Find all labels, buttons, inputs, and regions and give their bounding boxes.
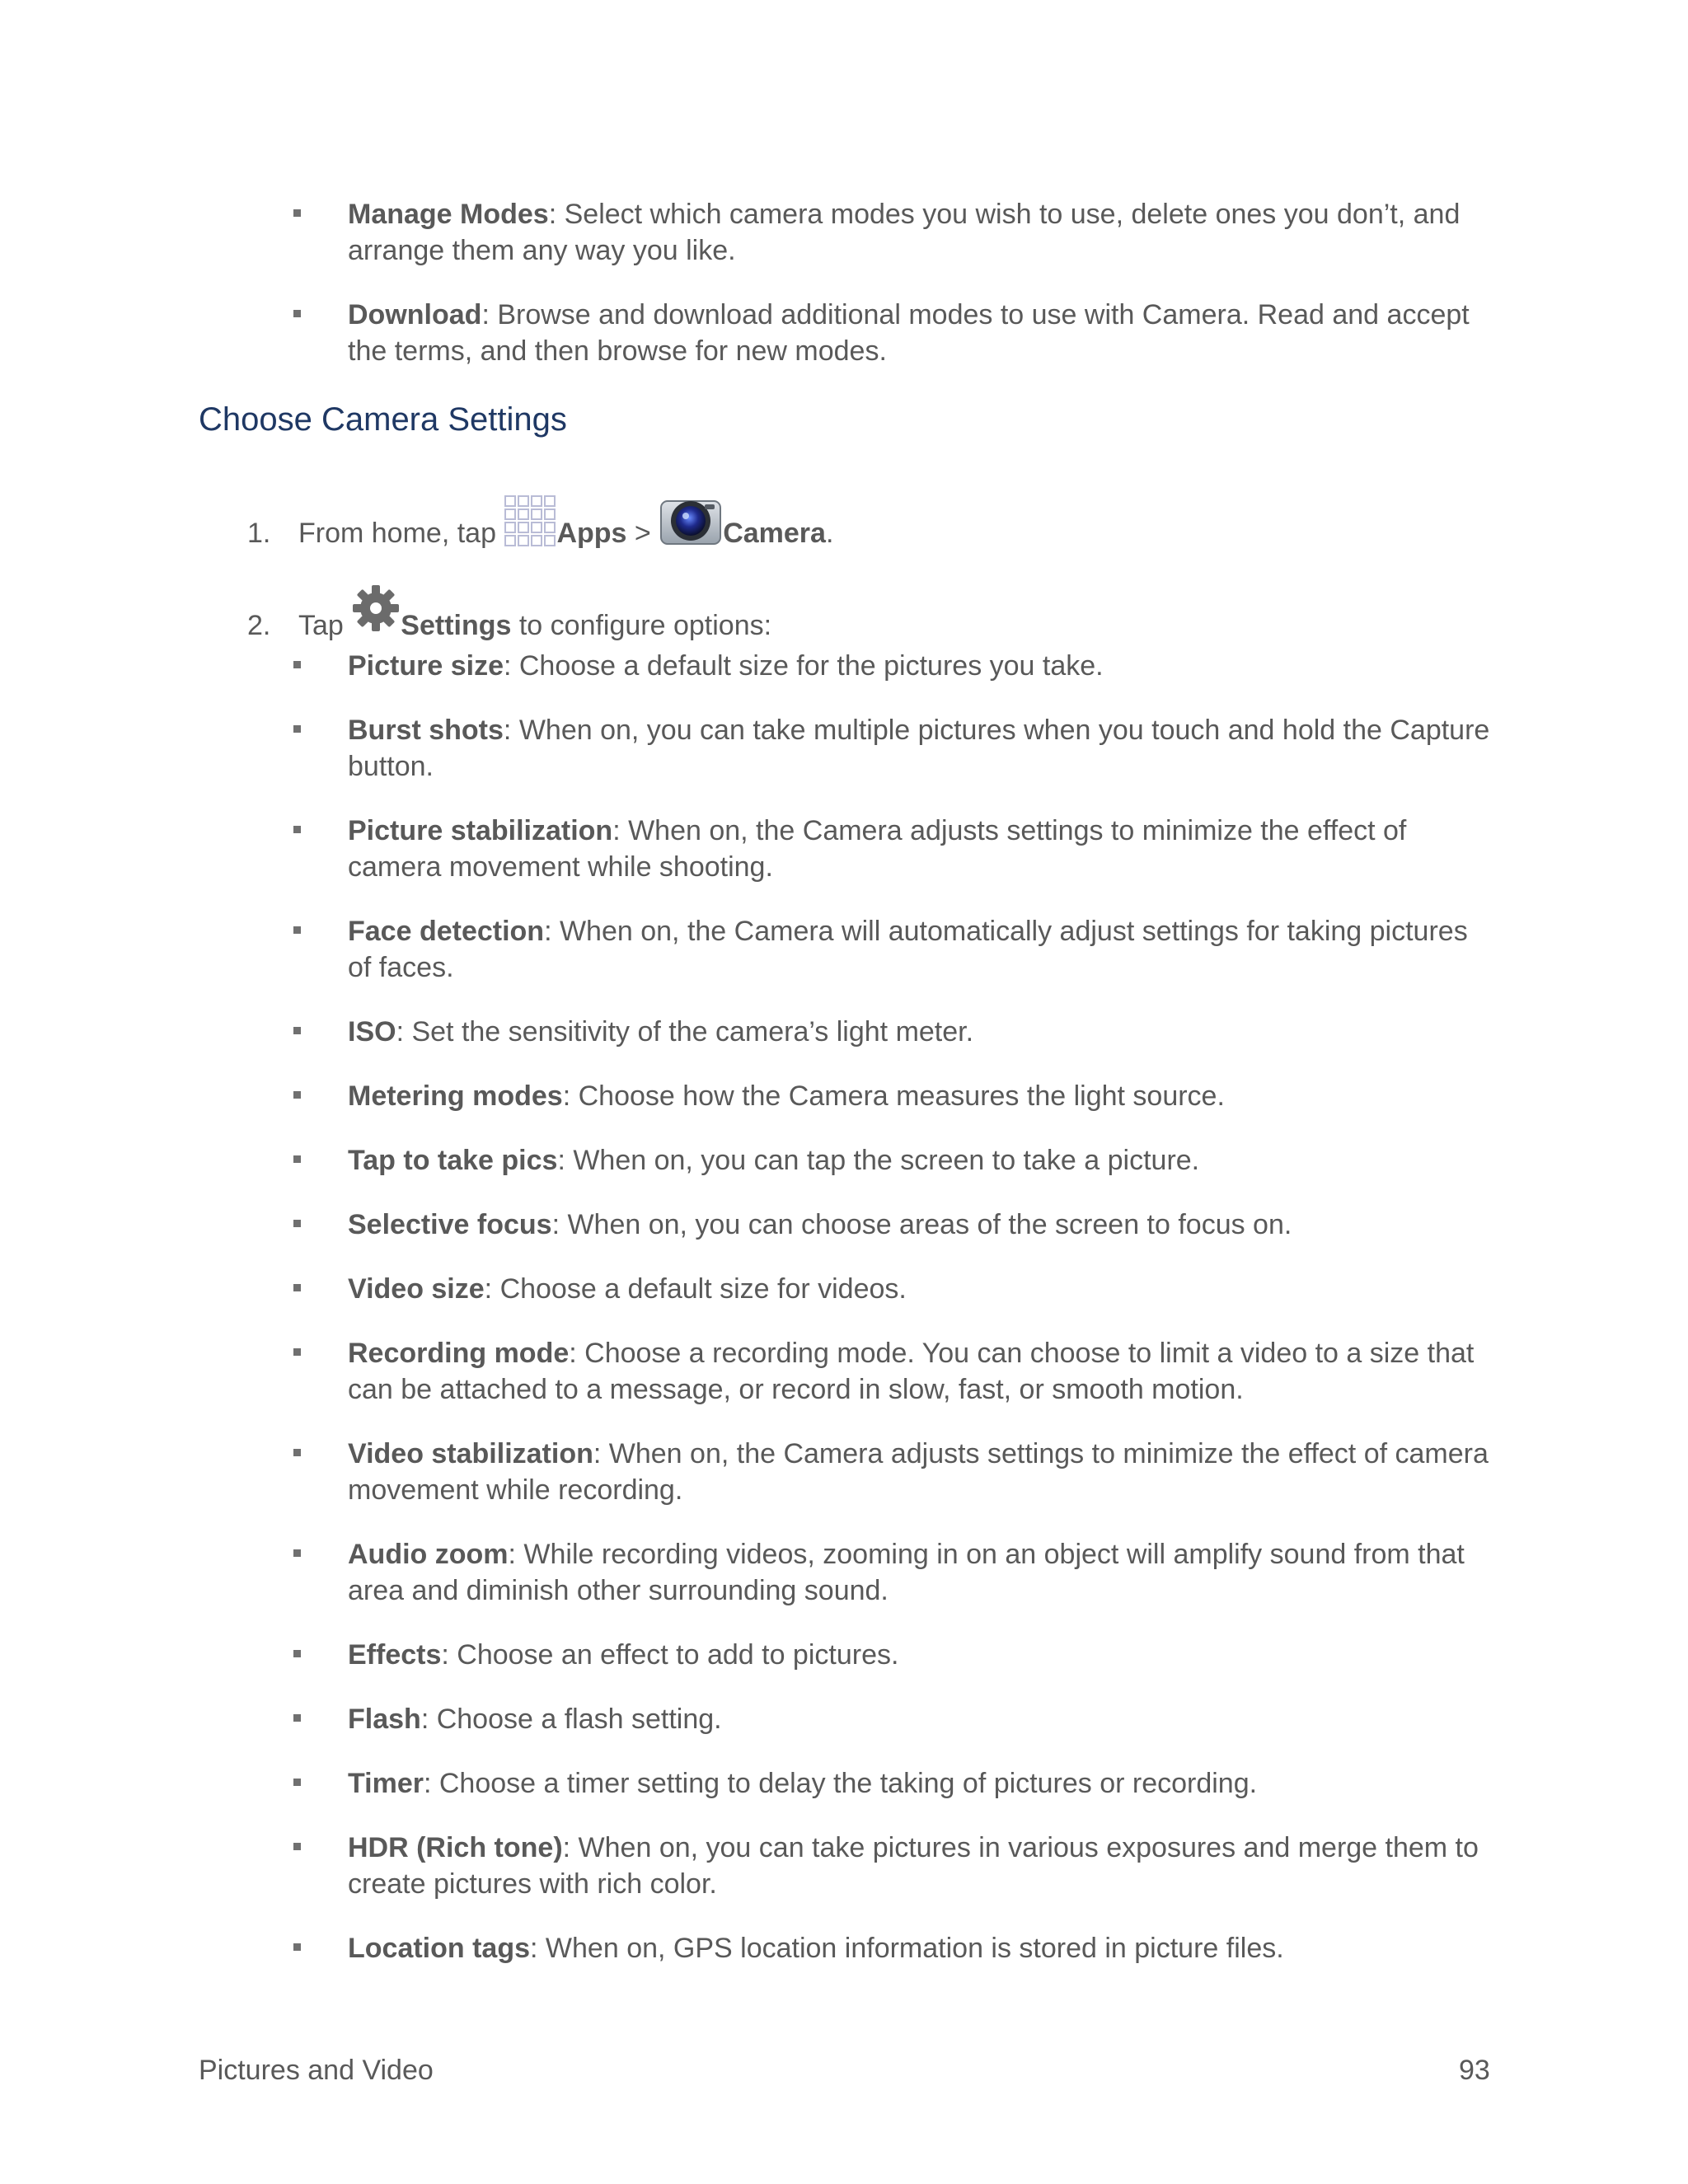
step-prefix: Tap	[298, 610, 344, 641]
bullet-description: : When on, GPS location information is stored in picture files.	[530, 1933, 1284, 1964]
bullet-description: : When on, the Camera adjusts settings to minimize the effect of camera movement while shooting.	[348, 815, 1407, 883]
bullet-text	[348, 648, 1493, 684]
bullet-text	[348, 1930, 1493, 1966]
bullet-text	[348, 1436, 1493, 1508]
bullet-marker	[293, 1843, 301, 1850]
bullet-description: : When on, you can take multiple pictures when you touch and hold the Capture button.	[348, 715, 1490, 782]
bullet-term: Effects	[348, 1639, 442, 1671]
bullet-marker	[293, 1155, 301, 1163]
bullet-marker	[293, 1779, 301, 1786]
bullet-text	[348, 1536, 1493, 1609]
bullet-description: : While recording videos, zooming in on an object will amplify sound from that area and diminish other surrounding sound.	[348, 1539, 1465, 1606]
bullet-description: : Choose a recording mode. You can choose to limit a video to a size that can be attached to a message, or record in slow, fast, or smooth motion.	[348, 1338, 1475, 1405]
bullet-text	[348, 1637, 1493, 1673]
bullet-description: : When on, you can tap the screen to take a picture.	[557, 1145, 1200, 1176]
bullet-text	[348, 1765, 1493, 1802]
bullet-marker	[293, 1220, 301, 1227]
settings-label: Settings	[401, 610, 512, 641]
bullet-text	[348, 1335, 1493, 1408]
bullet-description: : When on, the Camera adjusts settings to minimize the effect of camera movement while recording.	[348, 1438, 1489, 1506]
bullet-text	[348, 1014, 1493, 1050]
bullet-text	[348, 297, 1493, 369]
step-1	[247, 494, 833, 556]
bullet-term: Manage Modes	[348, 199, 549, 230]
bullet-marker	[293, 209, 301, 217]
bullet-marker	[293, 926, 301, 934]
apps-label: Apps	[556, 518, 627, 549]
footer-section-title: Pictures and Video	[199, 2055, 434, 2086]
step-number: 2.	[247, 610, 271, 641]
bullet-description: : Set the sensitivity of the camera’s light meter.	[396, 1016, 974, 1047]
bullet-text	[348, 913, 1493, 986]
section-heading: Choose Camera Settings	[199, 401, 567, 438]
bullet-term: Timer	[348, 1768, 424, 1799]
bullet-marker	[293, 1027, 301, 1034]
bullet-description: : Select which camera modes you wish to use, delete ones you don’t, and arrange them any way you like.	[348, 199, 1461, 266]
bullet-text	[348, 1830, 1493, 1902]
bullet-term: Download	[348, 299, 482, 330]
bullet-marker	[293, 1091, 301, 1099]
bullet-description: : Choose an effect to add to pictures.	[441, 1639, 899, 1671]
step-suffix: .	[825, 518, 834, 549]
bullet-marker	[293, 725, 301, 733]
bullet-marker	[293, 1284, 301, 1291]
bullet-term: Video stabilization	[348, 1438, 593, 1469]
bullet-term: Tap to take pics	[348, 1145, 558, 1176]
camera-label: Camera	[723, 518, 826, 549]
bullet-term: Metering modes	[348, 1080, 563, 1112]
bullet-text	[348, 1142, 1493, 1179]
bullet-term: HDR (Rich tone)	[348, 1832, 563, 1863]
bullet-description: : When on, you can choose areas of the screen to focus on.	[551, 1209, 1292, 1240]
bullet-term: Picture size	[348, 650, 504, 682]
bullet-term: Face detection	[348, 916, 545, 947]
bullet-marker	[293, 1348, 301, 1356]
bullet-description: : When on, you can take pictures in various exposures and merge them to create pictures with rich color.	[348, 1832, 1479, 1900]
bullet-text	[348, 712, 1493, 785]
gear-icon	[351, 583, 401, 642]
bullet-text	[348, 1078, 1493, 1114]
bullet-marker	[293, 310, 301, 317]
bullet-term: Recording mode	[348, 1338, 570, 1369]
bullet-description: : Choose a timer setting to delay the taking of pictures or recording.	[423, 1768, 1258, 1799]
bullet-marker	[293, 1943, 301, 1951]
bullet-term: Burst shots	[348, 715, 504, 746]
bullet-marker	[293, 661, 301, 668]
bullet-marker	[293, 1714, 301, 1722]
step-suffix: to configure options:	[511, 610, 772, 641]
bullet-description: : Browse and download additional modes to use with Camera. Read and accept the terms, and then browse for new modes.	[348, 299, 1470, 367]
step-separator: >	[634, 518, 651, 549]
step-2	[247, 583, 771, 644]
bullet-description: : Choose how the Camera measures the light source.	[562, 1080, 1225, 1112]
bullet-term: Video size	[348, 1273, 485, 1305]
bullet-marker	[293, 826, 301, 833]
bullet-term: Audio zoom	[348, 1539, 509, 1570]
bullet-text	[348, 1701, 1493, 1737]
bullet-marker	[293, 1549, 301, 1557]
bullet-text	[348, 813, 1493, 885]
bullet-text	[348, 1271, 1493, 1307]
step-number: 1.	[247, 518, 271, 549]
bullet-description: : Choose a default size for videos.	[484, 1273, 907, 1305]
bullet-marker	[293, 1449, 301, 1456]
bullet-term: ISO	[348, 1016, 396, 1047]
bullet-text	[348, 1207, 1493, 1243]
bullet-text	[348, 196, 1493, 269]
camera-app-icon	[659, 494, 723, 556]
bullet-description: : Choose a default size for the pictures you take.	[503, 650, 1104, 682]
page-number: 93	[1459, 2055, 1490, 2086]
apps-grid-icon	[504, 494, 556, 556]
bullet-marker	[293, 1650, 301, 1657]
bullet-term: Location tags	[348, 1933, 531, 1964]
bullet-term: Flash	[348, 1704, 421, 1735]
bullet-term: Selective focus	[348, 1209, 552, 1240]
step-prefix: From home, tap	[298, 518, 496, 549]
bullet-term: Picture stabilization	[348, 815, 613, 846]
bullet-description: : When on, the Camera will automatically adjust settings for taking pictures of faces.	[348, 916, 1468, 983]
bullet-description: : Choose a flash setting.	[420, 1704, 722, 1735]
